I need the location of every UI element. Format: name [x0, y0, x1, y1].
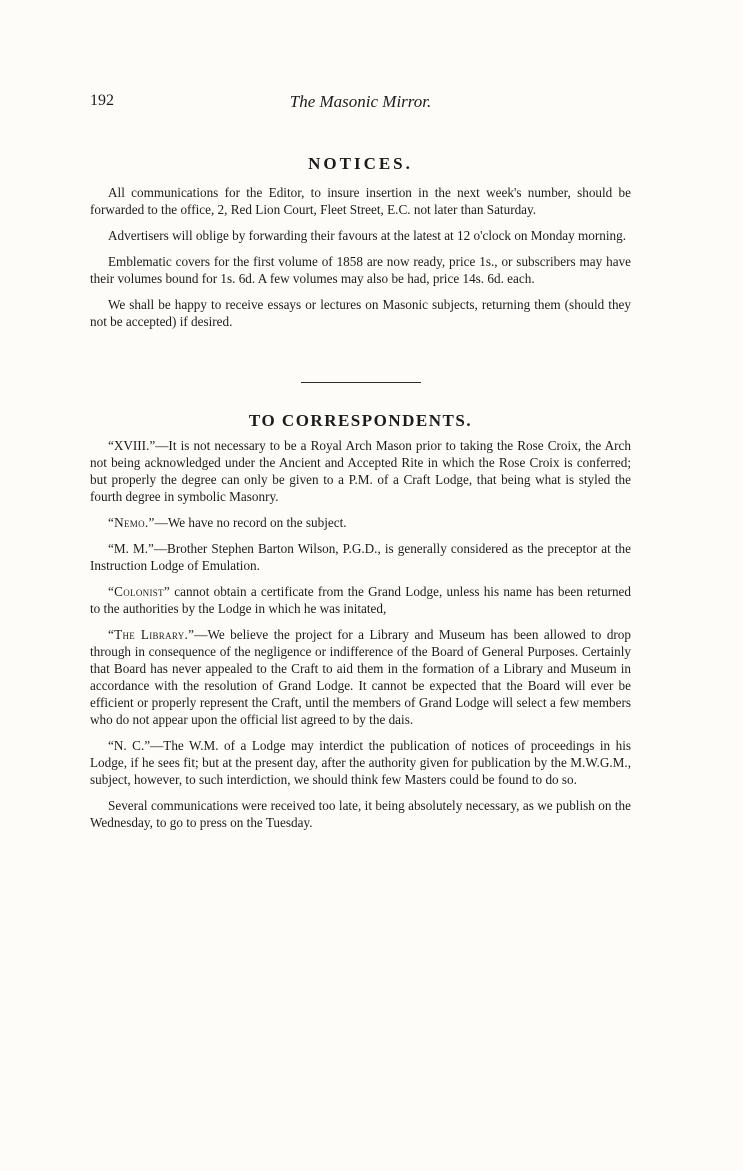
running-head	[90, 92, 631, 114]
correspondent-label: “Colonist”	[108, 584, 170, 599]
correspondent-entry	[90, 583, 631, 617]
correspondent-reply: —The W.M. of a Lodge may interdict the publication of notices of proceedings in his Lodge, if he sees fit; but at the present day, after the authority given for publication by the M.W.G.M., subject, however, to such interdiction, we should think few Masters could be found to do so.	[90, 738, 631, 787]
notices-heading: NOTICES.	[308, 154, 413, 173]
correspondent-label: “M. M.”	[108, 541, 154, 556]
correspondent-reply: —Brother Stephen Barton Wilson, P.G.D., is generally considered as the preceptor at the Instruction Lodge of Emulation.	[90, 541, 631, 573]
notice-paragraph: Advertisers will oblige by forwarding their favours at the latest at 12 o'clock on Monday morning.	[108, 228, 627, 243]
correspondent-entry	[90, 737, 631, 788]
correspondent-label: “Nemo.”	[108, 515, 155, 530]
correspondents-section	[90, 437, 631, 831]
correspondent-label: “N. C.”	[108, 738, 151, 753]
correspondent-label: “XVIII.”	[108, 438, 156, 453]
correspondent-entry	[90, 626, 631, 728]
correspondents-heading: TO CORRESPONDENTS.	[248, 411, 473, 430]
correspondent-entry	[90, 797, 631, 831]
correspondent-label: “The Library.”	[108, 627, 195, 642]
correspondent-reply: —We believe the project for a Library and Museum has been allowed to drop through in consequence of the negligence or indifference of the Board of General Purposes. Certainly that Board has never appealed to the Craft to aid them in the formation of a Library and Museum in accordance with the resolution of Grand Lodge. It cannot be expected that the Board will ever be efficient or properly represent the Craft, until the members of Grand Lodge will select a few members who do not appear upon the official list agreed to by the dais.	[90, 627, 631, 727]
correspondent-reply: cannot obtain a certificate from the Grand Lodge, unless his name has been returned to the authorities by the Lodge in which he was initated,	[90, 584, 631, 616]
notice-paragraph: All communications for the Editor, to insure insertion in the next week's number, should be forwarded to the office, 2, Red Lion Court, Fleet Street, E.C. not later than Saturday.	[90, 185, 631, 217]
journal-title: The Masonic Mirror.	[289, 92, 432, 111]
notice-paragraph: We shall be happy to receive essays or lectures on Masonic subjects, returning them (should they not be accepted) if desired.	[90, 297, 631, 329]
correspondent-reply: —It is not necessary to be a Royal Arch Mason prior to taking the Rose Croix, the Arch not being acknowledged under the Ancient and Accepted Rite in which the Rose Croix is conferred; but properly the degree can only be given to a P.M. of a Craft Lodge, that being what is styled the fourth degree in symbolic Masonry.	[90, 438, 631, 504]
correspondent-reply: —We have no record on the subject.	[154, 515, 347, 530]
document-page	[90, 92, 631, 840]
correspondent-entry	[90, 437, 631, 505]
page-number: 192	[90, 92, 114, 109]
correspondent-entry	[90, 514, 631, 531]
correspondent-reply: Several communications were received too late, it being absolutely necessary, as we publish on the Wednesday, to go to press on the Tuesday.	[90, 798, 631, 830]
section-divider	[301, 382, 421, 383]
notices-section	[90, 184, 631, 330]
correspondent-entry	[90, 540, 631, 574]
notice-paragraph: Emblematic covers for the first volume of 1858 are now ready, price 1s., or subscribers may have their volumes bound for 1s. 6d. A few volumes may also be had, price 14s. 6d. each.	[90, 254, 631, 286]
